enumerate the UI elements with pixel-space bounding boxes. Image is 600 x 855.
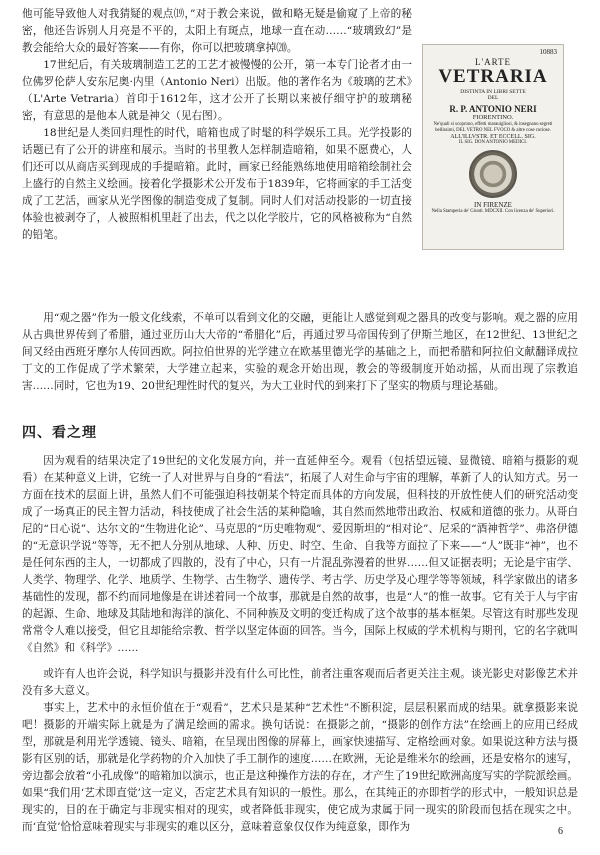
- document-page: [22, 6, 578, 836]
- figure-line-6: FIORENTINO.: [472, 114, 514, 121]
- top-section: [22, 6, 578, 310]
- figure-line-1: L'ARTE: [474, 57, 512, 67]
- figure-catalog-number: 10883: [539, 48, 557, 56]
- printer-emblem-icon: [469, 150, 517, 198]
- paragraph-5: 因为观看的结果决定了19世纪的文化发展方向，并一直延伸至今。观看（包括望远镜、显微镜、暗箱与摄影的观看）在某种意义上讲，它统一了人对世界与自身的“看法”，拓展了人对生命与宇宙的理解，革新了人的认知方式。另一方面在技术的层面上讲，虽然人们不可能强迫科技朝某个特定而具体的方向发展，但科技的开放性使人们的研究活动变成了一场真正的民主智力活动，科技使成了社会生活的某种隐喻，其自然而然地带出政治、权威和道德的张力。从哥白尼的“日心说”、达尔文的“生物进化论”、马克思的“历史唯物观”、爱因斯坦的“相对论”、尼采的“酒神哲学”、弗洛伊德的“无意识学说”等等，无不把人分别从地球、人种、历史、时空、生命、自我等方面拉了下来——“人”既非“神”，也不是任何东西的主人，一切都成了四散的，没有了中心，只有一片混乱弥漫着的世界……但又证据表明；无论是宇宙学、人类学、物理学、化学、地质学、生物学、古生物学、遗传学、考古学、历史学及心理学等等领域，科学家做出的诸多基础性的发现，都不约而同地像是在讲述着同一个故事，那就是自然的故事，也是“人”的惟一故事。它有关于人与宇宙的起源、生命、地球及其陆地和海洋的演化、不同种族及文明的变迁构成了这个故事的基本框架。尽管这有时那些发现常常令人难以接受，但它且却能给宗教、哲学以坚定体面的回答。当今，国际上权威的学术机构与期刊，它的名字就叫《自然》和《科学》……: [22, 455, 578, 654]
- page-number: 6: [558, 826, 563, 837]
- paragraph-7: 事实上，艺术中的永恒价值在于“观看”，艺术只是某种“艺术性”不断积淀，层层积累而成的结果。就拿摄影来说吧！摄影的开端实际上就是为了满足绘画的需求。换句话说：在摄影之前，“摄影的创作方法”在绘画上的应用已经成型，那就是利用光学透镜、镜头、暗箱，在呈现出图像的屏幕上，画家快速描写、定格绘画对象。如果说这种方法与摄影有区别的话，那就是化学药物的介入加快了手工制作的速度……在欧洲，无论是维米尔的绘画，还是安格尔的速写，旁边都会放着“小孔成像”的暗箱加以演示，也正是这种操作方法的存在，才产生了19世纪欧洲高度写实的学院派绘画。如果“我们用‘艺术即直觉’这一定义，否定艺术具有知识的一般性。那么，在其纯正的亦即哲学的形式中，一般知识总是现实的，目的在于确定与非现实相对的现实，或者降低非现实，使它成为隶属于同一现实的阶段而包括在现实之中。而‘直觉’恰恰意味着现实与非现实的难以区分，意味着意象仅仅作为纯意象，即作为: [22, 702, 578, 833]
- section-heading: 四、看之理: [22, 425, 97, 441]
- paragraph-1: 他可能导致他人对我猜疑的观点⒆，”对于教会来说，做和略无疑是偷窥了上帝的秘密，他还告诉别人月亮是不平的，太阳上有斑点，地球一直在动……“玻璃致幻”是教会能给大众的最好答案——有你，你可以把玻璃拿掉⒇。: [22, 8, 412, 54]
- figure-line-7: Ne'quali si scoprono, effetti marauigliosi, & insegnano segreti bellissimi, DEL VETRO NEL FVOCO & altre cose curiose.: [433, 122, 553, 133]
- figure-line-3: DISTINTA IN LIBRI SETTE: [460, 89, 526, 95]
- figure-line-4: DEL: [487, 95, 499, 101]
- figure-line-9: IL SIG. DON ANTONIO MEDICI.: [458, 140, 528, 145]
- figure-author: R. P. ANTONIO NERI: [449, 104, 537, 114]
- paragraph-2: 17世纪后，有关玻璃制造工艺的工艺才被慢慢的公开，第一本专门论者才由一位佛罗伦萨人安东尼奥·内里（Antonio Neri）出版。他的著作名为《玻璃的艺术》（L'Arte Vetraria）首印于1612年，这才公开了长期以来被仔细守护的玻璃秘密，有意思的是他本人就是神父（见右图）。: [22, 59, 412, 122]
- figure-title: VETRARIA: [438, 66, 548, 87]
- figure-line-10: IN FIRENZE: [474, 201, 512, 209]
- paragraph-3: 18世纪是人类回归理性的时代，暗箱也成了时髦的科学娱乐工具。光学投影的话题已有了公开的讲座和展示。当时的书里教人怎样制造暗箱，如果不愿费心，人们还可以从商店买到现成的手提暗箱。此时，画家已经能熟练地使用暗箱绘制社会上盛行的自然主义绘画。接着化学摄影术公开发布于1839年，它将画家的手工活变成了工艺活，画家从光学图像的制造变成了复制。同时人们对活动投影的一切直接体验也被剥夺了，人被照相机里赶了出去，代之以化学胶片，它的风格被称为“自然的铅笔。: [22, 127, 412, 241]
- paragraph-6: 或许有人也许会说，科学知识与摄影并没有什么可比性，前者注重客观而后者更关注主观。谈光影史对影像艺术并没有多大意义。: [22, 668, 578, 697]
- figure-line-8: ALL'ILLVSTR. ET ECCELL. SIG.: [450, 134, 536, 140]
- book-title-page-image: [422, 44, 564, 250]
- paragraph-4: 用“观之器”作为一般文化线索，不单可以看到文化的交融，更能让人感觉到观之器具的改变与影响。观之器的应用从古典世界传到了希腊，通过亚历山大大帝的“希腊化”后，再通过罗马帝国传到了伊斯兰地区，在12世纪、13世纪之间又经由西班牙摩尔人传回西欧。阿拉伯世界的光学建立在欧基里德光学的基础之上，而把希腊和阿拉伯文献翻译成拉丁文的工作促成了学术繁荣，大学建立起来，实验的观念开始出现，教会的等级制度开始动摇，从而出现了宗教追害……同时，它也为19、20世纪理性时代的复兴，为大工业时代的到来打下了坚实的物质与理论基础。: [22, 312, 578, 392]
- top-text-column: [22, 6, 412, 244]
- figure-line-11: Nella Stamperia de' Giunti. MDCXII. Con licenza de' Superiori.: [431, 209, 555, 214]
